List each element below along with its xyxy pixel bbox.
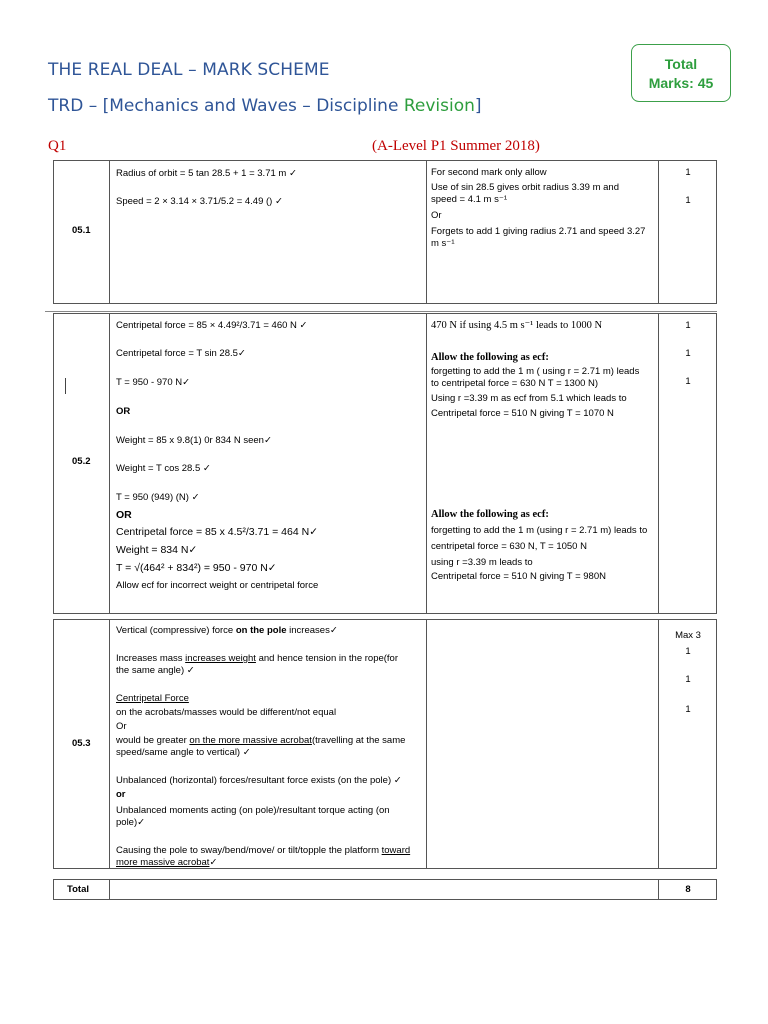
mark-value: 1 (685, 348, 691, 359)
total-marks-value: Marks: 45 (648, 75, 714, 91)
note-line: Allow the following as ecf: (431, 509, 549, 520)
answer-line: Centripetal force = 85 × 4.49²/3.71 = 460 N ✓ (116, 320, 308, 331)
note-line: to centripetal force = 630 N T = 1300 N) (431, 378, 599, 389)
answer-line: the same angle) ✓ (116, 665, 195, 676)
mark-table-05-1 (53, 160, 717, 304)
subtitle-revision: Revision (403, 96, 475, 116)
answer-column (116, 320, 421, 610)
mark-table-05-2 (53, 313, 717, 614)
mark-value: 1 (685, 674, 691, 685)
total-row-value: 8 (685, 884, 691, 895)
answer-line: would be greater on the more massive acrobat(travelling at the same (116, 735, 406, 746)
mark-value: 1 (685, 376, 691, 387)
subtitle-text: TRD – [Mechanics and Waves – Discipline (48, 96, 404, 116)
answer-line: Vertical (compressive) force on the pole increases✓ (116, 625, 338, 636)
total-label: Total (664, 56, 698, 72)
note-line: Forgets to add 1 giving radius 2.71 and speed 3.27 (431, 226, 646, 237)
table-separator (45, 311, 717, 312)
note-line: Use of sin 28.5 gives orbit radius 3.39 m and (431, 182, 619, 193)
mark-value: Max 3 (675, 630, 701, 641)
answer-line: OR (116, 406, 131, 417)
notes-column (431, 320, 656, 610)
note-line: 470 N if using 4.5 m s⁻¹ leads to 1000 N (431, 320, 603, 331)
note-line: Allow the following as ecf: (431, 352, 549, 363)
answer-line: on the acrobats/masses would be different/not equal (116, 707, 337, 718)
answer-line: pole)✓ (116, 817, 146, 828)
note-line: For second mark only allow (431, 167, 547, 178)
question-source: (A-Level P1 Summer 2018) (372, 138, 540, 154)
answer-line: speed/same angle to vertical) ✓ (116, 747, 251, 758)
mark-value: 1 (685, 195, 691, 206)
answer-line: Radius of orbit = 5 tan 28.5 + 1 = 3.71 m ✓ (116, 168, 297, 179)
answer-line: Allow ecf for incorrect weight or centripetal force (116, 580, 319, 591)
note-line: Using r =3.39 m as ecf from 5.1 which leads to (431, 393, 627, 404)
subtitle-close: ] (474, 96, 482, 116)
answer-column (116, 168, 421, 298)
answer-line: T = √(464² + 834²) = 950 - 970 N✓ (116, 562, 277, 574)
answer-line: Weight = 85 x 9.8(1) 0r 834 N seen✓ (116, 435, 272, 446)
question-part-label: 05.1 (72, 225, 91, 236)
answer-line: T = 950 (949) (N) ✓ (116, 492, 200, 503)
note-line: Centripetal force = 510 N giving T = 980N (431, 571, 606, 582)
note-line: m s⁻¹ (431, 238, 455, 249)
mark-table-05-3 (53, 619, 717, 869)
total-row (53, 879, 717, 900)
answer-line: Centripetal force = 85 x 4.5²/3.71 = 464 N✓ (116, 526, 318, 538)
answer-line: more massive acrobat✓ (116, 857, 218, 868)
answer-line: T = 950 - 970 N✓ (116, 377, 191, 388)
answer-line: Unbalanced (horizontal) forces/resultant force exists (on the pole) ✓ (116, 775, 402, 786)
answer-line: Centripetal Force (116, 693, 189, 704)
question-part-label: 05.3 (72, 738, 91, 749)
answer-column (116, 625, 421, 868)
notes-column (431, 167, 656, 297)
note-line: Or (431, 210, 442, 221)
note-line: centripetal force = 630 N, T = 1050 N (431, 541, 587, 552)
note-line: forgetting to add the 1 m ( using r = 2.71 m) leads (431, 366, 640, 377)
question-number: Q1 (48, 138, 67, 154)
total-marks-box (631, 44, 731, 102)
mark-value: 1 (685, 704, 691, 715)
note-line: speed = 4.1 m s⁻¹ (431, 194, 508, 205)
mark-value: 1 (685, 320, 691, 331)
answer-line: OR (116, 509, 132, 521)
text-cursor (65, 378, 66, 394)
total-row-label: Total (67, 884, 89, 895)
answer-line: Or (116, 721, 127, 732)
answer-line: Unbalanced moments acting (on pole)/resultant torque acting (on (116, 805, 390, 816)
answer-line: Weight = T cos 28.5 ✓ (116, 463, 211, 474)
answer-line: or (116, 789, 126, 800)
answer-line: Centripetal force = T sin 28.5✓ (116, 348, 246, 359)
answer-line: Increases mass increases weight and hence tension in the rope(for (116, 653, 399, 664)
answer-line: Weight = 834 N✓ (116, 544, 198, 556)
answer-line: Causing the pole to sway/bend/move/ or tilt/topple the platform toward (116, 845, 411, 856)
answer-line: Speed = 2 × 3.14 × 3.71/5.2 = 4.49 () ✓ (116, 196, 283, 207)
page-subtitle (48, 96, 482, 116)
question-part-label: 05.2 (72, 456, 91, 467)
note-line: Centripetal force = 510 N giving T = 1070 N (431, 408, 614, 419)
mark-value: 1 (685, 646, 691, 657)
page-title: THE REAL DEAL – MARK SCHEME (48, 60, 330, 80)
mark-value: 1 (685, 167, 691, 178)
note-line: forgetting to add the 1 m (using r = 2.71 m) leads to (431, 525, 648, 536)
note-line: using r =3.39 m leads to (431, 557, 533, 568)
